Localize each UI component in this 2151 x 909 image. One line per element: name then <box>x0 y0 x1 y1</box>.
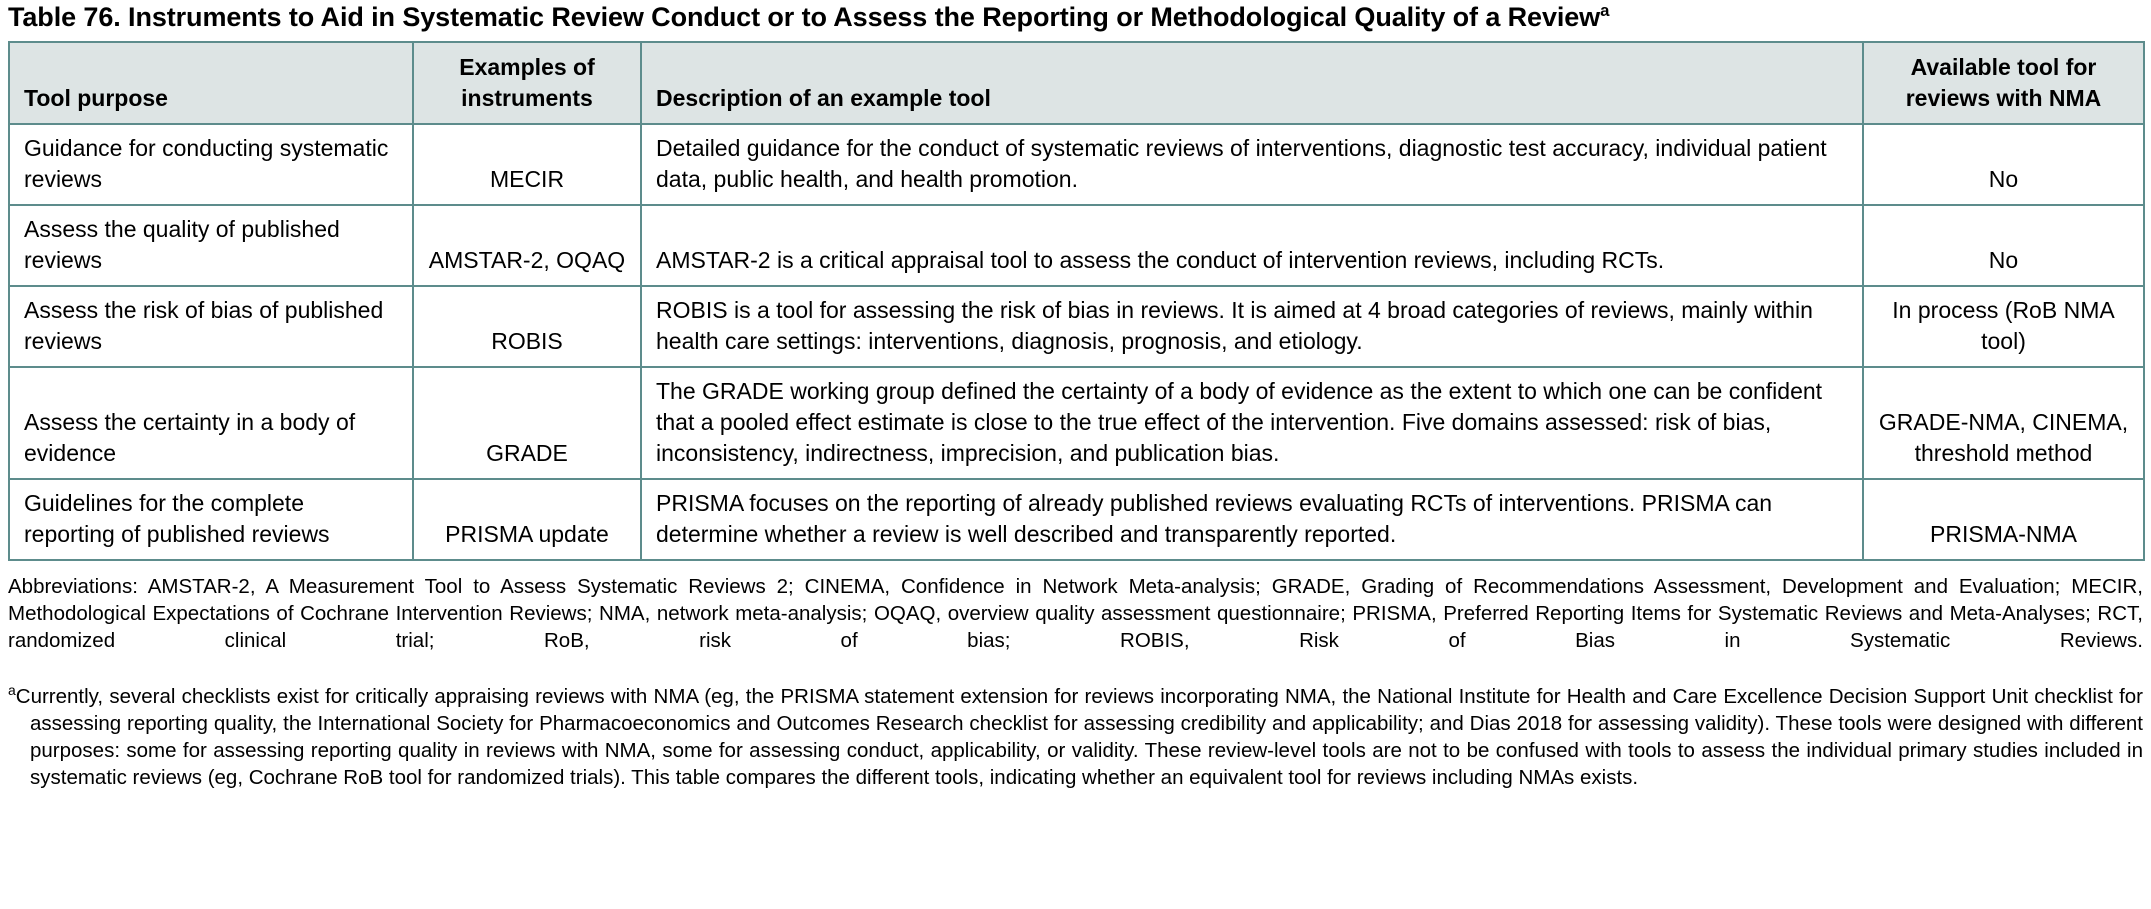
cell-tool-purpose: Assess the certainty in a body of evidence <box>9 367 413 479</box>
cell-examples: PRISMA update <box>413 479 641 560</box>
footnote-a <box>8 683 2143 791</box>
cell-description: ROBIS is a tool for assessing the risk of bias in reviews. It is aimed at 4 broad categories of reviews, mainly within health care settings: interventions, diagnosis, prognosis, and etiology. <box>641 286 1863 367</box>
cell-description: PRISMA focuses on the reporting of already published reviews evaluating RCTs of interventions. PRISMA can determine whether a review is well described and transparently reported. <box>641 479 1863 560</box>
table-row <box>9 205 2144 286</box>
cell-examples: MECIR <box>413 124 641 205</box>
cell-nma: No <box>1863 124 2144 205</box>
cell-nma: No <box>1863 205 2144 286</box>
instruments-table <box>8 41 2145 561</box>
table-row <box>9 479 2144 560</box>
column-header-examples-line2: instruments <box>461 85 593 111</box>
table-row <box>9 124 2144 205</box>
table-row <box>9 367 2144 479</box>
footnote-a-text: Currently, several checklists exist for critically appraising reviews with NMA (eg, the PRISMA statement extension for reviews incorporating NMA, the National Institute for Health and Care Excellence Decision Support Unit checklist for assessing reporting quality, the International Society for Pharmacoeconomics and Outcomes Research checklist for assessing credibility and applicability; and Dias 2018 for assessing validity). These tools were designed with different purposes: some for assessing reporting quality in reviews with NMA, some for assessing conduct, applicability, or validity. These review-level tools are not to be confused with tools to assess the individual primary studies included in systematic reviews (eg, Cochrane RoB tool for randomized trials). This table compares the different tools, indicating whether an equivalent tool for reviews including NMAs exists. <box>15 685 2143 789</box>
cell-nma: GRADE-NMA, CINEMA, threshold method <box>1863 367 2144 479</box>
table-row <box>9 286 2144 367</box>
cell-tool-purpose: Assess the risk of bias of published reviews <box>9 286 413 367</box>
column-header-description-line1: Description of an example tool <box>656 85 991 111</box>
column-header-tool-purpose <box>9 42 413 124</box>
cell-description: The GRADE working group defined the certainty of a body of evidence as the extent to which one can be confident that a pooled effect estimate is close to the true effect of the intervention. Five domains assessed: risk of bias, inconsistency, indirectness, imprecision, and publication bias. <box>641 367 1863 479</box>
column-header-nma-line2: reviews with NMA <box>1905 85 2102 111</box>
cell-tool-purpose: Guidelines for the complete reporting of published reviews <box>9 479 413 560</box>
cell-examples: ROBIS <box>413 286 641 367</box>
column-header-examples-line1: Examples of <box>459 54 595 80</box>
cell-description: Detailed guidance for the conduct of systematic reviews of interventions, diagnostic test accuracy, individual patient data, public health, and health promotion. <box>641 124 1863 205</box>
column-header-nma-line1: Available tool for <box>1910 54 2097 80</box>
cell-examples: AMSTAR-2, OQAQ <box>413 205 641 286</box>
column-header-examples <box>413 42 641 124</box>
cell-nma: In process (RoB NMA tool) <box>1863 286 2144 367</box>
cell-nma: PRISMA-NMA <box>1863 479 2144 560</box>
footnote-a-marker: a <box>8 682 16 699</box>
footnotes <box>8 561 2143 791</box>
page-title-text: Table 76. Instruments to Aid in Systematic Review Conduct or to Assess the Reporting or Methodological Quality of a Review <box>8 2 1601 32</box>
cell-tool-purpose: Guidance for conducting systematic reviews <box>9 124 413 205</box>
cell-examples: GRADE <box>413 367 641 479</box>
column-header-tool-purpose-line1: Tool purpose <box>24 85 168 111</box>
abbreviations-note: Abbreviations: AMSTAR-2, A Measurement Tool to Assess Systematic Reviews 2; CINEMA, Confidence in Network Meta-analysis; GRADE, Grading of Recommendations Assessment, Development and Evaluation; MECIR, Methodological Expectations of Cochrane Intervention Reviews; NMA, network meta-analysis; OQAQ, overview quality assessment questionnaire; PRISMA, Preferred Reporting Items for Systematic Reviews and Meta-Analyses; RCT, randomized clinical trial; RoB, risk of bias; ROBIS, Risk of Bias in Systematic Reviews. <box>8 575 2143 652</box>
table-header-row <box>9 42 2144 124</box>
table-body <box>9 124 2144 560</box>
page-title <box>8 0 2143 41</box>
cell-tool-purpose: Assess the quality of published reviews <box>9 205 413 286</box>
column-header-nma <box>1863 42 2144 124</box>
column-header-description <box>641 42 1863 124</box>
table-header <box>9 42 2144 124</box>
cell-description: AMSTAR-2 is a critical appraisal tool to assess the conduct of intervention reviews, including RCTs. <box>641 205 1863 286</box>
page-title-footnote-marker: a <box>1600 1 1610 20</box>
